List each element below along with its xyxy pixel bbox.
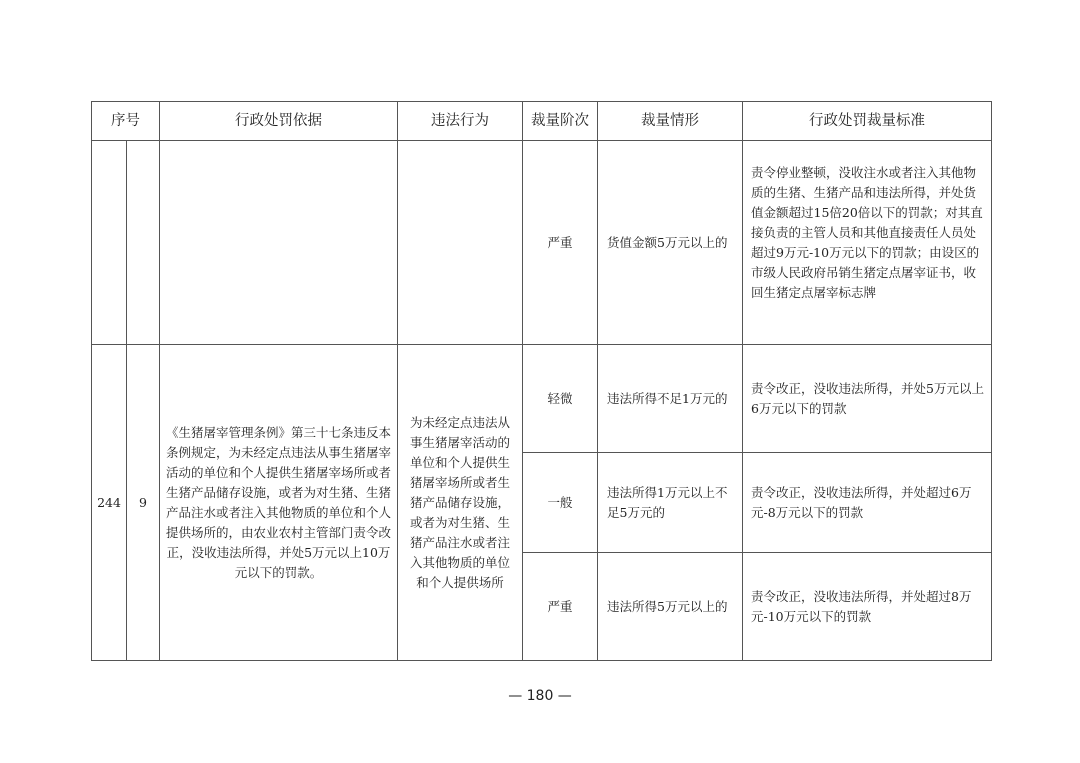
cell-level: 一般: [523, 453, 598, 553]
cell-standard: 责令改正，没收违法所得，并处超过6万元-8万元以下的罚款: [743, 453, 992, 553]
cell-seq-empty: [92, 141, 127, 345]
header-situation: 裁量情形: [598, 102, 743, 141]
header-standard: 行政处罚裁量标准: [743, 102, 992, 141]
page-number: — 180 —: [508, 688, 572, 704]
header-level: 裁量阶次: [523, 102, 598, 141]
cell-standard: 责令改正，没收违法所得，并处超过8万元-10万元以下的罚款: [743, 553, 992, 661]
cell-sub-empty: [127, 141, 160, 345]
cell-situation: 货值金额5万元以上的: [598, 141, 743, 345]
cell-basis: 《生猪屠宰管理条例》第三十七条违反本条例规定，为未经定点违法从事生猪屠宰活动的单位和个人提供生猪屠宰场所或者生猪产品储存设施，或者为对生猪、生猪产品注水或者注入其他物质的单位和个人提供场所的，由农业农村主管部门责令改正，没收违法所得，并处5万元以上10万元以下的罚款。: [160, 345, 398, 661]
cell-situation: 违法所得5万元以上的: [598, 553, 743, 661]
cell-level: 严重: [523, 141, 598, 345]
table-header-row: [92, 102, 992, 141]
cell-level: 轻微: [523, 345, 598, 453]
cell-seq: 244: [92, 345, 127, 661]
table-row-244-minor: [92, 345, 992, 453]
table-row-continued: [92, 141, 992, 345]
header-basis: 行政处罚依据: [160, 102, 398, 141]
cell-act: 为未经定点违法从事生猪屠宰活动的单位和个人提供生猪屠宰场所或者生猪产品储存设施，或者为对生猪、生猪产品注水或者注入其他物质的单位和个人提供场所: [398, 345, 523, 661]
cell-situation: 违法所得不足1万元的: [598, 345, 743, 453]
cell-situation: 违法所得1万元以上不足5万元的: [598, 453, 743, 553]
cell-level: 严重: [523, 553, 598, 661]
cell-basis-empty: [160, 141, 398, 345]
header-seq: 序号: [92, 102, 160, 141]
header-act: 违法行为: [398, 102, 523, 141]
cell-sub-seq: 9: [127, 345, 160, 661]
cell-standard: 责令停业整顿，没收注水或者注入其他物质的生猪、生猪产品和违法所得，并处货值金额超过15倍20倍以下的罚款；对其直接负责的主管人员和其他直接责任人员处超过9万元-10万元以下的罚款；由设区的市级人民政府吊销生猪定点屠宰证书，收回生猪定点屠宰标志牌: [743, 141, 992, 345]
cell-standard: 责令改正，没收违法所得，并处5万元以上6万元以下的罚款: [743, 345, 992, 453]
cell-act-empty: [398, 141, 523, 345]
penalty-standard-table: [91, 101, 992, 661]
